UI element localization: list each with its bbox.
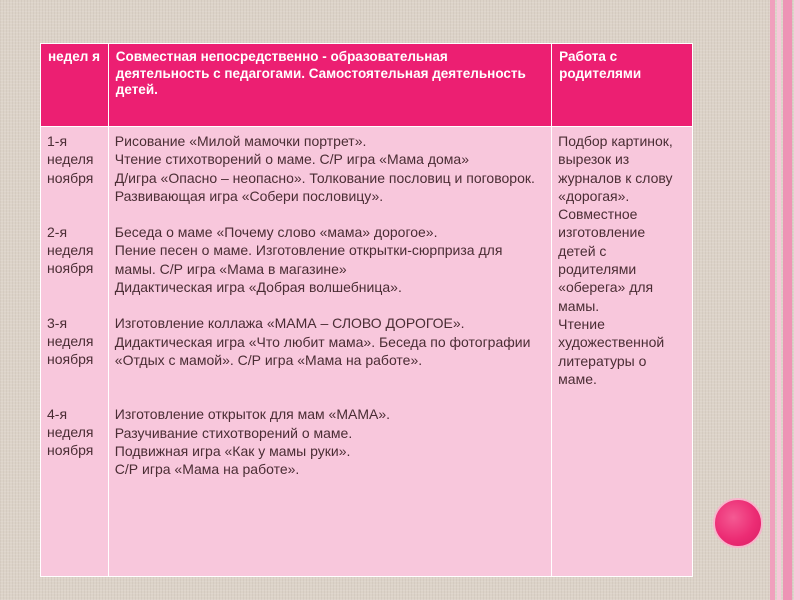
parents-text: Подбор картинок, вырезок из журналов к слову «дорогая».: [558, 133, 673, 204]
activity-text: Разучивание стихотворений о маме.: [114, 424, 353, 441]
header-activities: Совместная непосредственно - образовательная деятельность с педагогами. Самостоятельная деятельность детей.: [108, 44, 551, 127]
decor-stripe: [794, 0, 800, 600]
header-week: недел я: [41, 44, 109, 127]
activity-text: Изготовление коллажа «МАМА – СЛОВО ДОРОГОЕ».: [114, 315, 465, 332]
activity-text: Дидактическая игра «Добрая волшебница».: [114, 279, 402, 296]
week-label: неделя: [47, 423, 94, 440]
activity-text: Рисование «Милой мамочки портрет».: [114, 133, 367, 149]
week-label: 1-я: [47, 133, 68, 149]
plan-table: [40, 43, 693, 577]
activity-text: Подвижная игра «Как у мамы руки».: [114, 442, 351, 459]
activity-text: С/Р игра «Мама на работе».: [114, 461, 300, 478]
week-label: неделя: [47, 151, 94, 168]
parents-text: Совместное изготовление детей с родителями «оберега» для мамы.: [558, 206, 654, 314]
parents-text: Чтение художественной литературы о маме.: [558, 315, 665, 387]
week-4: [47, 405, 102, 460]
activity-text: Пение песен о маме. Изготовление открытки-сюрприза для мамы. С/Р игра «Мама в магазине»: [114, 242, 503, 277]
week-label: 3-я: [47, 314, 68, 331]
week-label: 4-я: [47, 405, 68, 422]
decor-stripe: [777, 0, 781, 600]
week-2: [47, 223, 102, 278]
header-parents: Работа с родителями: [552, 44, 693, 127]
decor-stripe: [770, 0, 775, 600]
week-3: [47, 314, 102, 369]
activity-text: Чтение стихотворений о маме. С/Р игра «Мама дома»: [114, 151, 470, 168]
activities-cell: [108, 127, 551, 577]
decor-stripe: [783, 0, 792, 600]
week-label: неделя: [47, 333, 94, 350]
activity-text: Дидактическая игра «Что любит мама». Беседа по фотографии «Отдых с мамой». С/Р игра «Мама на работе».: [114, 333, 531, 368]
week-label: ноября: [47, 351, 94, 368]
week-label: ноября: [47, 260, 94, 277]
parents-cell: [552, 127, 693, 577]
decor-circle: [713, 498, 763, 548]
week-1: [47, 132, 102, 187]
weeks-cell: [41, 127, 109, 577]
week-label: ноября: [47, 169, 94, 186]
week-label: ноября: [47, 442, 94, 459]
activity-text: Изготовление открыток для мам «МАМА».: [114, 406, 391, 423]
body-row: [41, 127, 693, 577]
activity-text: Беседа о маме «Почему слово «мама» дорогое».: [114, 224, 438, 241]
activity-text: Д/игра «Опасно – неопасно». Толкование пословиц и поговорок. Развивающая игра «Собери пословицу».: [114, 169, 535, 204]
header-row: [41, 44, 693, 127]
week-label: 2-я: [47, 223, 68, 240]
week-label: неделя: [47, 242, 94, 259]
